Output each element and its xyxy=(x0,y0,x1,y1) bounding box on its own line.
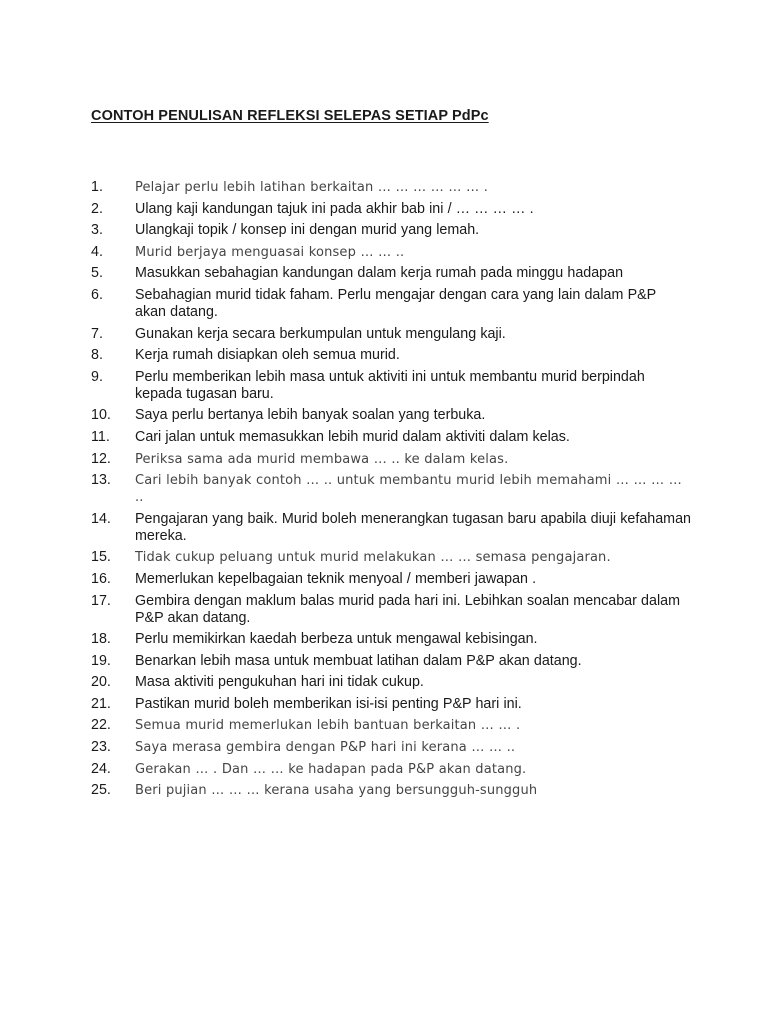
list-item-number: 15. xyxy=(91,549,111,566)
list-item-text: Murid berjaya menguasai konsep … … .. xyxy=(135,244,405,260)
list-item xyxy=(91,407,691,424)
document-title: CONTOH PENULISAN REFLEKSI SELEPAS SETIAP PdPc xyxy=(91,108,489,124)
list-item xyxy=(91,222,691,239)
list-item-text: Gunakan kerja secara berkumpulan untuk mengulang kaji. xyxy=(135,325,506,342)
list-item-number: 14. xyxy=(91,510,111,527)
list-item-number: 23. xyxy=(91,739,111,756)
list-item-text: Benarkan lebih masa untuk membuat latihan dalam P&P akan datang. xyxy=(135,652,582,669)
list-item xyxy=(91,244,691,261)
list-item-number: 16. xyxy=(91,570,111,587)
list-item-number: 20. xyxy=(91,674,111,691)
list-item-number: 2. xyxy=(91,200,103,217)
list-item-number: 4. xyxy=(91,243,103,260)
reflection-list xyxy=(91,179,691,804)
list-item xyxy=(91,326,691,343)
list-item-text: Pelajar perlu lebih latihan berkaitan … … … … … … . xyxy=(135,180,488,195)
list-item xyxy=(91,739,691,756)
list-item xyxy=(91,549,691,566)
list-item xyxy=(91,451,691,468)
list-item-text: Pastikan murid boleh memberikan isi-isi penting P&P hari ini. xyxy=(135,695,522,712)
list-item-text: Masukkan sebahagian kandungan dalam kerja rumah pada minggu hadapan xyxy=(135,265,624,282)
list-item xyxy=(91,429,691,446)
list-item-number: 18. xyxy=(91,631,111,648)
list-item-text: Pengajaran yang baik. Murid boleh menerangkan tugasan baru apabila diuji kefahaman mereka. xyxy=(135,510,691,544)
list-item-text: Saya merasa gembira dengan P&P hari ini kerana … … .. xyxy=(135,740,516,756)
list-item-number: 8. xyxy=(91,347,103,364)
list-item xyxy=(91,674,691,691)
list-item-text: Kerja rumah disiapkan oleh semua murid. xyxy=(135,347,400,364)
list-item xyxy=(91,761,691,778)
list-item xyxy=(91,782,691,799)
list-item xyxy=(91,511,691,545)
list-item-number: 21. xyxy=(91,695,111,712)
list-item-text: Gembira dengan maklum balas murid pada hari ini. Lebihkan soalan mencabar dalam P&P akan datang. xyxy=(135,592,680,626)
list-item xyxy=(91,472,691,506)
list-item xyxy=(91,179,691,196)
list-item-number: 3. xyxy=(91,222,103,239)
list-item xyxy=(91,717,691,734)
list-item-number: 11. xyxy=(91,428,110,445)
list-item-number: 10. xyxy=(91,407,111,424)
list-item-number: 22. xyxy=(91,717,111,734)
list-item-text: Tidak cukup peluang untuk murid melakukan … … semasa pengajaran. xyxy=(135,550,611,566)
list-item-text: Sebahagian murid tidak faham. Perlu mengajar dengan cara yang lain dalam P&P akan datang. xyxy=(135,286,656,320)
list-item-number: 9. xyxy=(91,368,103,385)
list-item-text: Semua murid memerlukan lebih bantuan berkaitan … … . xyxy=(135,718,521,734)
list-item-number: 17. xyxy=(91,592,111,609)
list-item xyxy=(91,631,691,648)
list-item-text: Saya perlu bertanya lebih banyak soalan yang terbuka. xyxy=(135,407,486,424)
list-item-number: 25. xyxy=(91,782,111,799)
list-item xyxy=(91,593,691,627)
list-item xyxy=(91,571,691,588)
list-item-number: 12. xyxy=(91,450,111,467)
list-item-number: 13. xyxy=(91,472,111,489)
list-item xyxy=(91,201,691,218)
list-item-text: Periksa sama ada murid membawa … .. ke dalam kelas. xyxy=(135,451,509,467)
list-item-text: Gerakan … . Dan … … ke hadapan pada P&P akan datang. xyxy=(135,761,527,777)
list-item xyxy=(91,369,691,403)
list-item xyxy=(91,653,691,670)
list-item-text: Beri pujian … … … kerana usaha yang bersungguh-sungguh xyxy=(135,783,538,799)
list-item xyxy=(91,287,691,321)
list-item-text: Cari jalan untuk memasukkan lebih murid dalam aktiviti dalam kelas. xyxy=(135,428,570,445)
list-item-number: 24. xyxy=(91,760,111,777)
list-item-text: Masa aktiviti pengukuhan hari ini tidak cukup. xyxy=(135,674,424,691)
list-item-number: 5. xyxy=(91,265,103,282)
list-item-text: Cari lebih banyak contoh … .. untuk membantu murid lebih memahami … … … … .. xyxy=(135,473,682,506)
list-item-text: Perlu memikirkan kaedah berbeza untuk mengawal kebisingan. xyxy=(135,631,538,648)
list-item-text: Ulangkaji topik / konsep ini dengan murid yang lemah. xyxy=(135,222,480,239)
list-item-number: 6. xyxy=(91,286,103,303)
list-item-text: Perlu memberikan lebih masa untuk aktiviti ini untuk membantu murid berpindah kepada tugasan baru. xyxy=(135,368,645,402)
list-item-text: Memerlukan kepelbagaian teknik menyoal / memberi jawapan . xyxy=(135,570,537,587)
list-item-number: 19. xyxy=(91,652,111,669)
list-item-number: 1. xyxy=(91,179,103,195)
list-item xyxy=(91,696,691,713)
list-item xyxy=(91,347,691,364)
list-item-text: Ulang kaji kandungan tajuk ini pada akhir bab ini / … … … … . xyxy=(135,200,534,217)
list-item xyxy=(91,265,691,282)
list-item-number: 7. xyxy=(91,325,103,342)
